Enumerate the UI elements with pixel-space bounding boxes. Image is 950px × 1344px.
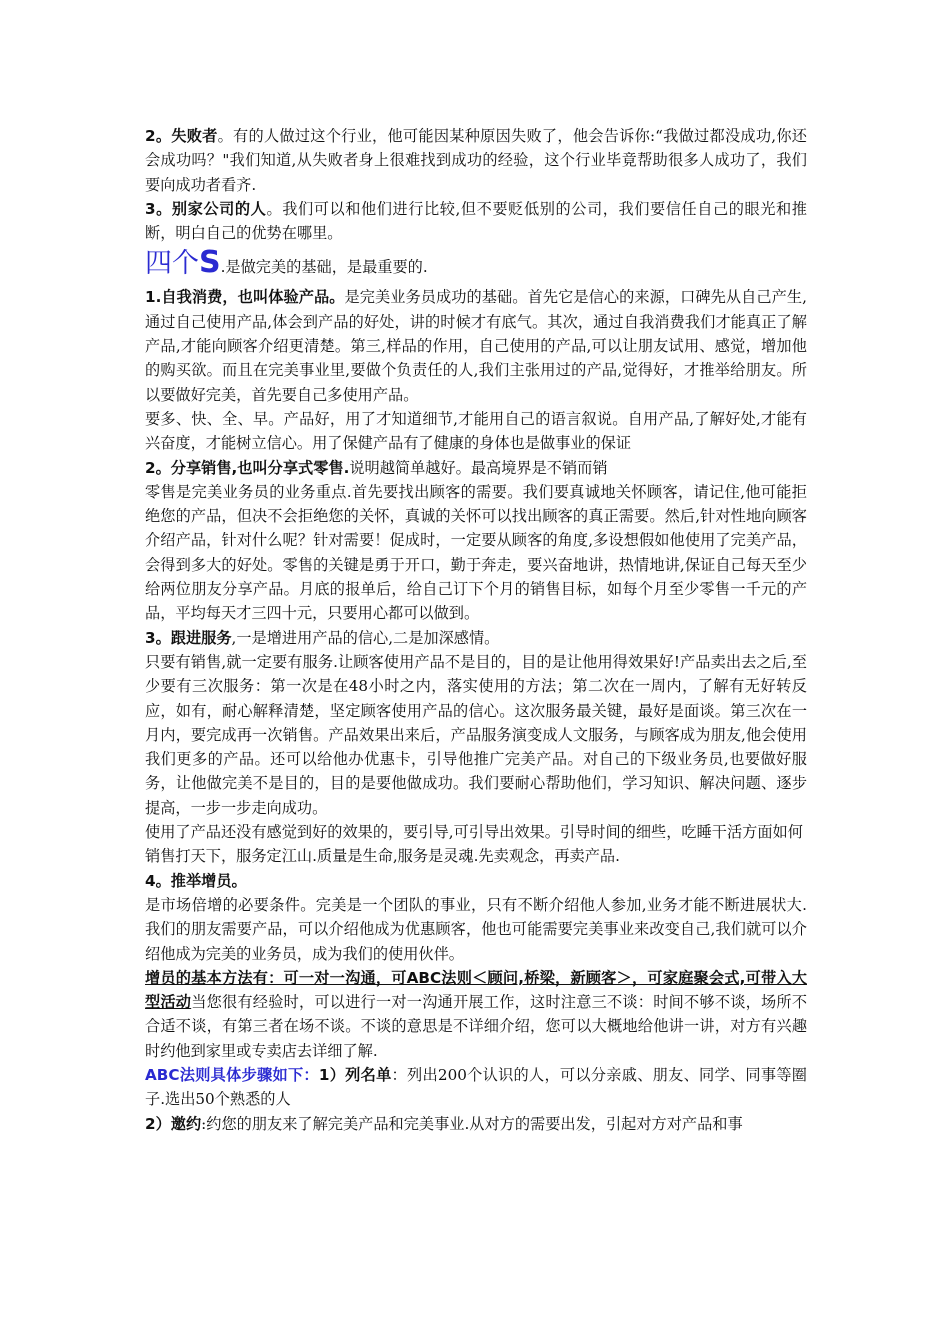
bold-step-label: 2）邀约 bbox=[145, 1114, 202, 1133]
bold-lead: 4。推举增员。 bbox=[145, 871, 247, 890]
bold-step-label: 1）列名单 bbox=[318, 1065, 392, 1084]
paragraph-text: 是完美业务员成功的基础。首先它是信心的来源，口碑先从自己产生,通过自己使用产品,体会到产品的好处，讲的时候才有底气。其次，通过自我消费我们才能真正了解产品,才能向顾客介绍更清楚。第三,样品的作用，自己使用的产品,可以让朋友试用、感觉，增加他的购买欲。而且在完美事业里,要做个负责任的人,我们主张用过的产品,觉得好，才推举给朋友。所以要做好完美，首先要自己多使用产品。 bbox=[145, 288, 807, 404]
paragraph-text: 只要有销售,就一定要有服务.让顾客使用产品不是目的，目的是让他用得效果好!产品卖出去之后,至少要有三次服务：第一次是在48小时之内，落实使用的方法；第二次在一周内，了解有无好转反应，如有，耐心解释清楚，坚定顾客使用产品的信心。这次服务最关键，最好是面谈。第三次在一月内，要完成再一次销售。产品效果出来后，产品服务演变成人文服务，与顾客成为朋友,他会使用我们更多的产品。还可以给他办优惠卡，引导他推广完美产品。对自己的下级业务员,也要做好服务，让他做完美不是目的，目的是要他做成功。我们要耐心帮助他们，学习知识、解决问题、逐步提高，一步一步走向成功。 bbox=[145, 652, 807, 817]
paragraph-other-company bbox=[145, 197, 807, 246]
bold-lead: 1.自我消费，也叫体验产品。 bbox=[145, 288, 345, 307]
section-heading bbox=[145, 245, 807, 285]
paragraph-text: ：列出200个认识的人，可以分亲戚、朋友、同学、同事等圈子.选出50个熟悉的人 bbox=[145, 1065, 807, 1109]
blue-bold-lead: ABC法则具体步骤如下： bbox=[145, 1065, 319, 1084]
heading-text: .是做完美的基础，是最重要的. bbox=[220, 258, 428, 277]
paragraph-abc-invite bbox=[145, 1112, 807, 1136]
paragraph-recruit bbox=[145, 869, 807, 893]
paragraph-follow-up-4 bbox=[145, 844, 807, 868]
heading-s: S bbox=[199, 245, 221, 281]
bold-lead: 2。分享销售,也叫分享式零售. bbox=[145, 458, 350, 477]
paragraph-self-consumption bbox=[145, 285, 807, 406]
paragraph-text: 使用了产品还没有感觉到好的效果的，要引导,可引导出效果。引导时间的细些，吃睡干活方面如何 bbox=[145, 823, 803, 842]
paragraph-text: :约您的朋友来了解完美产品和完美事业.从对方的需要出发，引起对方对产品和事 bbox=[201, 1114, 743, 1133]
paragraph-self-consumption-2 bbox=[145, 407, 807, 456]
bold-lead: 3。别家公司的人 bbox=[145, 199, 267, 218]
bold-lead: 3。跟进服务 bbox=[145, 628, 232, 647]
paragraph-share-sales bbox=[145, 456, 807, 480]
paragraph-follow-up-3 bbox=[145, 820, 807, 844]
paragraph-follow-up-2 bbox=[145, 650, 807, 820]
underlined-bold-lead: 增员的基本方法有：可一对一沟通，可ABC法则＜顾问,桥梁，新顾客＞，可家庭聚会式,可带入大型活动 bbox=[145, 968, 807, 1012]
paragraph-text: ,一是增进用产品的信心,二是加深感情。 bbox=[231, 628, 500, 647]
paragraph-text: 说明越简单越好。最高境界是不销而销 bbox=[349, 458, 608, 477]
paragraph-text: 要多、快、全、早。产品好，用了才知道细节,才能用自己的语言叙说。自用产品,了解好处,才能有兴奋度，才能树立信心。用了保健产品有了健康的身体也是做事业的保证 bbox=[145, 409, 807, 453]
paragraph-text: 销售打天下，服务定江山.质量是生命,服务是灵魂.先卖观念，再卖产品. bbox=[145, 847, 620, 866]
paragraph-recruit-methods bbox=[145, 966, 807, 1063]
paragraph-recruit-2 bbox=[145, 893, 807, 966]
document-body bbox=[145, 124, 807, 1136]
paragraph-text: 。我们可以和他们进行比较,但不要贬低别的公司，我们要信任自己的眼光和推断，明白自己的优势在哪里。 bbox=[145, 199, 807, 243]
paragraph-abc-steps bbox=[145, 1063, 807, 1112]
paragraph-failure bbox=[145, 124, 807, 197]
paragraph-share-sales-2 bbox=[145, 480, 807, 626]
paragraph-text: 。有的人做过这个行业，他可能因某种原因失败了，他会告诉你:“我做过都没成功,你还会成功吗？"我们知道,从失败者身上很难找到成功的经验，这个行业毕竟帮助很多人成功了，我们要向成功者看齐. bbox=[145, 127, 807, 194]
bold-lead: 2。失败者 bbox=[145, 127, 218, 145]
paragraph-text: 是市场倍增的必要条件。完美是一个团队的事业，只有不断介绍他人参加,业务才能不断进展状大.我们的朋友需要产品，可以介绍他成为优惠顾客，他也可能需要完美事业来改变自己,我们就可以介绍他成为完美的业务员，成为我们的使用伙伴。 bbox=[145, 895, 807, 963]
heading-title: 四个 bbox=[145, 248, 199, 280]
paragraph-follow-up bbox=[145, 626, 807, 650]
paragraph-text: 零售是完美业务员的业务重点.首先要找出顾客的需要。我们要真诚地关怀顾客，请记住,他可能拒绝您的产品，但决不会拒绝您的关怀，真诚的关怀可以找出顾客的真正需要。然后,针对性地向顾客介绍产品，针对什么呢？针对需要！促成时，一定要从顾客的角度,多设想假如他使用了完美产品，会得到多大的好处。零售的关键是勇于开口，勤于奔走，要兴奋地讲，热情地讲,保证自己每天至少给两位朋友分享产品。月底的报单后，给自己订下个月的销售目标，如每个月至少零售一千元的产品，平均每天才三四十元，只要用心都可以做到。 bbox=[145, 482, 807, 623]
paragraph-text: 当您很有经验时，可以进行一对一沟通开展工作，这时注意三不谈：时间不够不谈，场所不合适不谈，有第三者在场不谈。不谈的意思是不详细介绍，您可以大概地给他讲一讲，对方有兴趣时约他到家里或专卖店去详细了解. bbox=[145, 993, 808, 1060]
